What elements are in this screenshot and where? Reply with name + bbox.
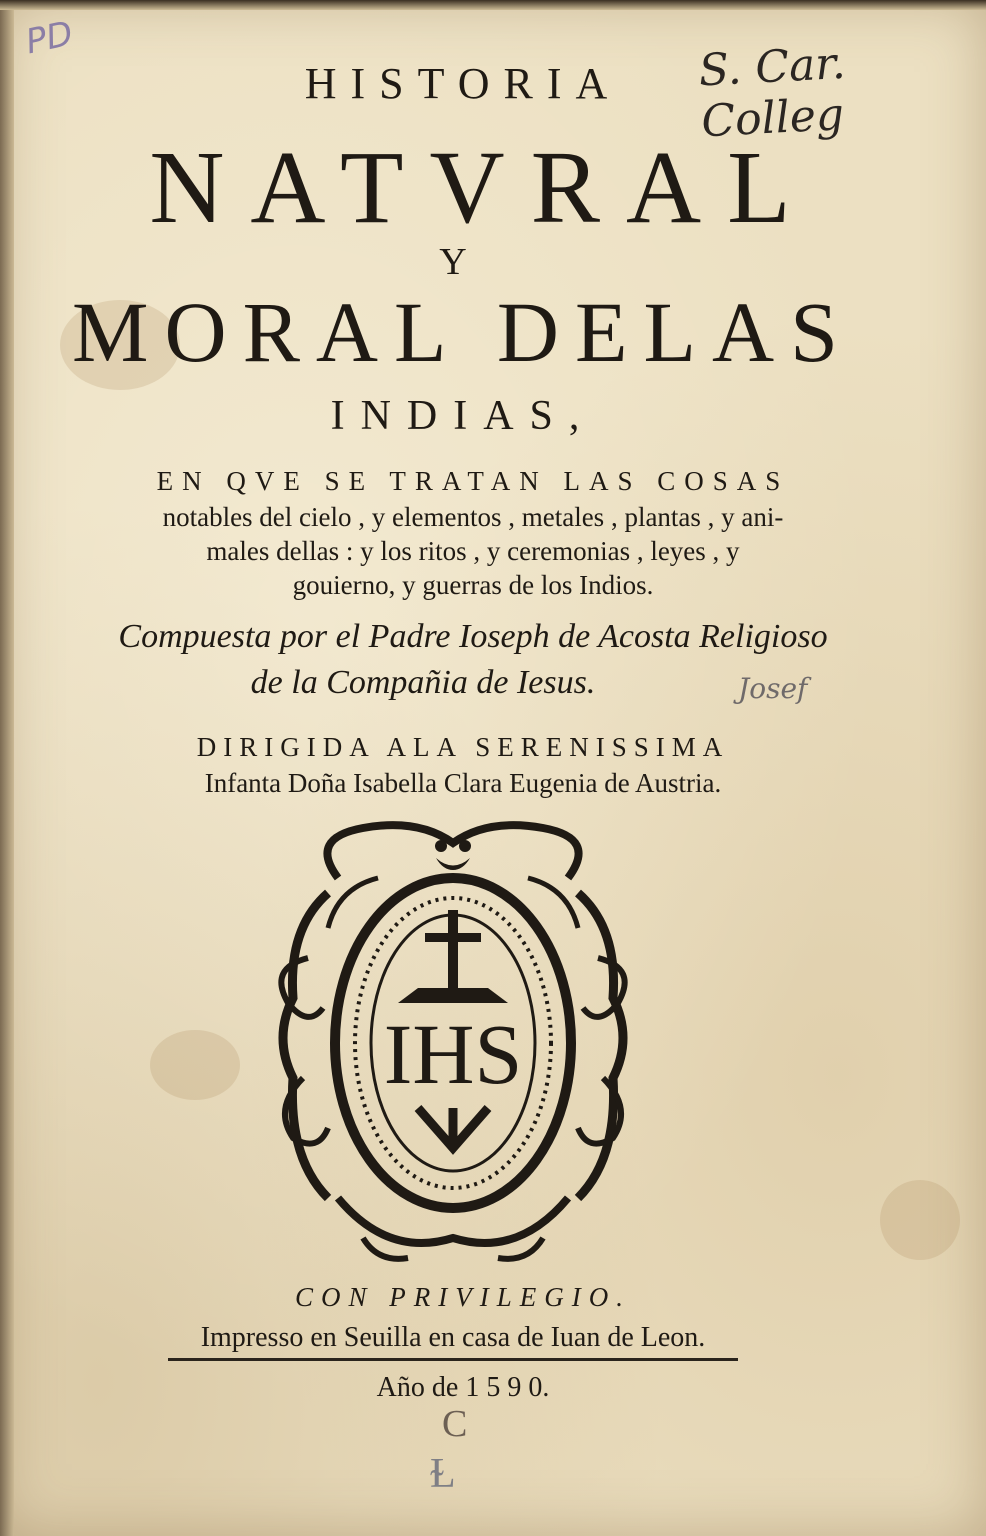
title-line-natural: NATVRAL: [149, 130, 817, 245]
stamp-mark: Ɫ: [430, 1451, 456, 1497]
handwritten-mark: C: [442, 1403, 468, 1445]
handwritten-signature: S. Car. Colleg: [697, 37, 847, 148]
dedication-caps: DIRIGIDA ALA SERENISSIMA: [196, 732, 730, 762]
paper-stain: [150, 1030, 240, 1100]
year-line: Año de 1 5 9 0.: [376, 1372, 550, 1403]
title-line-moral-delas: MORAL DELAS: [72, 284, 854, 380]
author-line: Compuesta por el Padre Ioseph de Acosta Religioso: [118, 618, 828, 655]
title-line-historia: HISTORIA: [304, 59, 622, 108]
subtitle-line: males dellas : y los ritos , y ceremonias , leyes , y: [206, 536, 740, 566]
subtitle-line: gouierno, y guerras de los Indios.: [292, 570, 654, 600]
margin-note-josef: Josef: [738, 672, 808, 705]
margin-note-pd: PD: [22, 13, 77, 63]
paper-stain: [880, 1180, 960, 1260]
subtitle-line: notables del cielo , y elementos , metales , plantas , y ani-: [162, 502, 784, 532]
privilege-line: CON PRIVILEGIO.: [295, 1282, 631, 1312]
imprint-rule: [168, 1358, 738, 1361]
author-line: de la Compañia de Iesus.: [250, 664, 596, 701]
imprint-line: Impresso en Seuilla en casa de Iuan de Leon.: [200, 1322, 706, 1353]
dedication-line: Infanta Doña Isabella Clara Eugenia de Austria.: [204, 768, 722, 798]
page-edge-top: [0, 0, 986, 10]
title-line-y: Y: [439, 241, 467, 283]
title-line-indias: INDIAS,: [330, 393, 596, 439]
jesuit-ihs-emblem: [268, 818, 638, 1268]
subtitle-caps: EN QVE SE TRATAN LAS COSAS: [156, 466, 790, 496]
ihs-monogram: IHS: [383, 1006, 523, 1102]
